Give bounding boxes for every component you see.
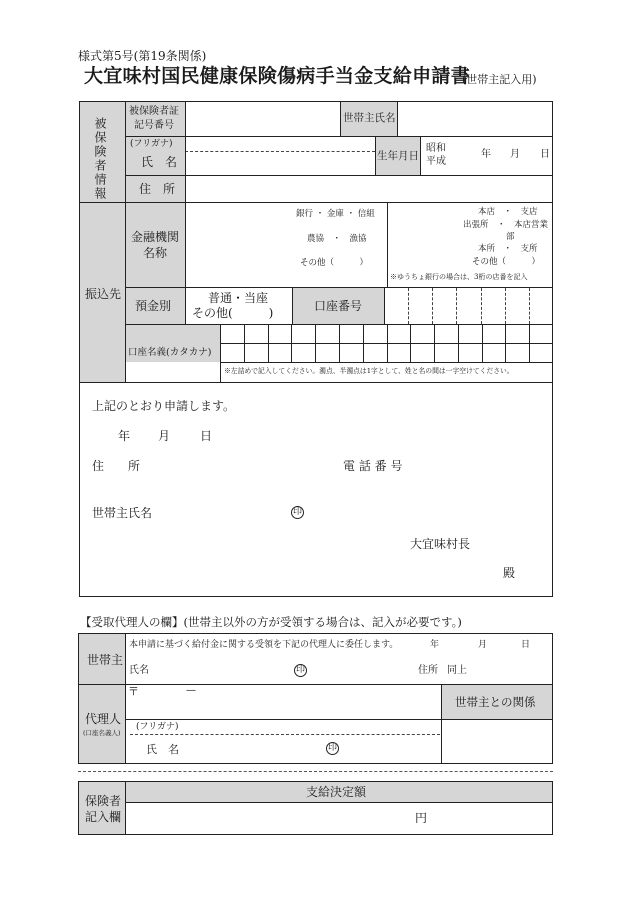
branch-2b: 部 bbox=[506, 232, 515, 242]
katakana-cell[interactable] bbox=[292, 325, 314, 342]
insurer-label-1: 保険者 bbox=[85, 794, 122, 808]
furigana-label: (フリガナ) bbox=[130, 139, 173, 149]
branch-4: その他（ ） bbox=[472, 257, 541, 267]
account-digit-cell[interactable] bbox=[506, 289, 528, 323]
insured-section-label: 被保険者情報 bbox=[93, 117, 107, 201]
relation-field[interactable] bbox=[443, 721, 551, 762]
insured-number-field[interactable] bbox=[186, 103, 339, 135]
honorific: 殿 bbox=[503, 566, 516, 580]
agent-householder-label: 世帯主 bbox=[87, 653, 124, 667]
katakana-cell[interactable] bbox=[483, 344, 505, 361]
katakana-cell[interactable] bbox=[221, 325, 243, 342]
delegation-text: 本申請に基づく給付金に関する受領を下記の代理人に委任します。 bbox=[129, 640, 399, 650]
address-label: 住 所 bbox=[139, 182, 176, 196]
insured-number-label-2: 記号番号 bbox=[134, 120, 174, 131]
village-head: 大宜味村長 bbox=[410, 537, 471, 551]
app-address-label: 住 所 bbox=[92, 459, 141, 473]
page-title: 大宜味村国民健康保険傷病手当金支給申請書 bbox=[84, 65, 471, 87]
birth-day: 日 bbox=[540, 149, 550, 160]
insurer-label-2: 記入欄 bbox=[85, 810, 122, 824]
agent-furigana-label: (フリガナ) bbox=[136, 722, 179, 732]
katakana-cell[interactable] bbox=[245, 344, 267, 361]
bank-types-2: 農協 ・ 漁協 bbox=[307, 234, 367, 244]
address-field[interactable] bbox=[186, 176, 552, 201]
agent-householder-seal: 印 bbox=[295, 665, 305, 675]
account-digit-cell[interactable] bbox=[457, 289, 479, 323]
account-digit-cell[interactable] bbox=[409, 289, 431, 323]
agent-name-label: 氏 名 bbox=[146, 743, 179, 756]
statement: 上記のとおり申請します。 bbox=[92, 399, 236, 413]
katakana-cell[interactable] bbox=[316, 344, 338, 361]
account-name-note: ※左詰めで記入してください。濁点、半濁点は1字として、姓と名の間は一字空けてください。 bbox=[224, 367, 514, 375]
app-month: 月 bbox=[158, 429, 171, 443]
katakana-cell[interactable] bbox=[340, 325, 362, 342]
agent-day: 日 bbox=[521, 640, 531, 650]
deposit-type-label: 預金別 bbox=[135, 299, 172, 313]
postal-dash: — bbox=[186, 685, 196, 696]
birth-month: 月 bbox=[510, 149, 520, 160]
katakana-cell[interactable] bbox=[530, 344, 552, 361]
katakana-cell[interactable] bbox=[221, 344, 243, 361]
katakana-cell[interactable] bbox=[435, 325, 457, 342]
katakana-cell[interactable] bbox=[483, 325, 505, 342]
same-as-above: 同上 bbox=[447, 665, 467, 676]
agent-address-field[interactable] bbox=[140, 698, 438, 718]
householder-name-field[interactable] bbox=[398, 103, 552, 135]
deposit-other[interactable]: その他( ) bbox=[192, 306, 274, 320]
deposit-options[interactable]: 普通・当座 bbox=[208, 291, 269, 305]
katakana-cell[interactable] bbox=[411, 344, 433, 361]
institution-label-1: 金融機関 bbox=[131, 230, 180, 244]
agent-address-label: 住所 bbox=[418, 665, 438, 676]
katakana-cell[interactable] bbox=[388, 344, 410, 361]
katakana-cell[interactable] bbox=[459, 325, 481, 342]
institution-label-2: 名称 bbox=[143, 246, 168, 260]
agent-seal: 印 bbox=[327, 743, 337, 753]
katakana-cell[interactable] bbox=[292, 344, 314, 361]
name-label: 氏 名 bbox=[141, 155, 178, 169]
era-heisei: 平成 bbox=[426, 156, 446, 167]
katakana-cell[interactable] bbox=[269, 344, 291, 361]
decision-amount-field[interactable] bbox=[127, 804, 551, 833]
insured-number-label-1: 被保険者証 bbox=[129, 106, 179, 117]
katakana-cell[interactable] bbox=[340, 344, 362, 361]
app-year: 年 bbox=[118, 429, 131, 443]
agent-sub-label: (口座名義人) bbox=[83, 729, 121, 737]
insured-name-field[interactable] bbox=[186, 138, 374, 174]
katakana-cell[interactable] bbox=[506, 325, 528, 342]
separator-line bbox=[78, 771, 553, 772]
branch-3: 本所 ・ 支所 bbox=[478, 244, 538, 254]
account-digit-cell[interactable] bbox=[482, 289, 504, 323]
seal-mark: 印 bbox=[292, 507, 302, 517]
bank-types-1: 銀行 ・ 金庫 ・ 信組 bbox=[296, 209, 375, 219]
account-number-label: 口座番号 bbox=[314, 299, 363, 313]
katakana-cell[interactable] bbox=[530, 325, 552, 342]
katakana-cell[interactable] bbox=[316, 325, 338, 342]
account-name-label: 口座名義(カタカナ) bbox=[128, 347, 212, 358]
katakana-cell[interactable] bbox=[269, 325, 291, 342]
relation-label: 世帯主との関係 bbox=[455, 695, 536, 709]
app-householder-label: 世帯主氏名 bbox=[92, 506, 153, 520]
app-phone-label: 電 話 番 号 bbox=[343, 459, 403, 473]
katakana-cell[interactable] bbox=[388, 325, 410, 342]
katakana-cell[interactable] bbox=[364, 325, 386, 342]
katakana-cell[interactable] bbox=[411, 325, 433, 342]
app-day: 日 bbox=[200, 429, 213, 443]
account-digit-cell[interactable] bbox=[385, 289, 407, 323]
agent-month: 月 bbox=[478, 640, 488, 650]
katakana-cell[interactable] bbox=[245, 325, 267, 342]
title-note: (世帯主記入用) bbox=[462, 73, 537, 86]
yen-unit: 円 bbox=[415, 811, 428, 825]
branch-1: 本店 ・ 支店 bbox=[478, 207, 538, 217]
birth-year: 年 bbox=[481, 149, 491, 160]
yucho-note: ※ゆうちょ銀行の場合は、3桁の店番を記入 bbox=[390, 273, 528, 281]
householder-name-label: 世帯主氏名 bbox=[343, 112, 396, 124]
era-showa: 昭和 bbox=[426, 143, 446, 154]
bank-section-label: 振込先 bbox=[85, 287, 122, 301]
agent-label: 代理人 bbox=[85, 712, 122, 726]
branch-2: 出張所 ・ 本店営業 bbox=[463, 220, 549, 230]
decision-label: 支給決定額 bbox=[306, 785, 367, 799]
agent-householder-name-label: 氏名 bbox=[129, 665, 149, 676]
account-digit-cell[interactable] bbox=[433, 289, 455, 323]
postal-mark: 〒 bbox=[128, 685, 139, 698]
agent-year: 年 bbox=[430, 640, 440, 650]
form-number: 様式第5号(第19条関係) bbox=[78, 49, 207, 63]
katakana-cell[interactable] bbox=[459, 344, 481, 361]
katakana-cell[interactable] bbox=[364, 344, 386, 361]
katakana-cell[interactable] bbox=[506, 344, 528, 361]
bank-types-3: その他（ ） bbox=[300, 258, 369, 268]
agent-heading: 【受取代理人の欄】(世帯主以外の方が受領する場合は、記入が必要です。) bbox=[80, 615, 462, 629]
birthdate-label: 生年月日 bbox=[377, 150, 419, 162]
account-digit-cell[interactable] bbox=[530, 289, 552, 323]
katakana-cell[interactable] bbox=[435, 344, 457, 361]
